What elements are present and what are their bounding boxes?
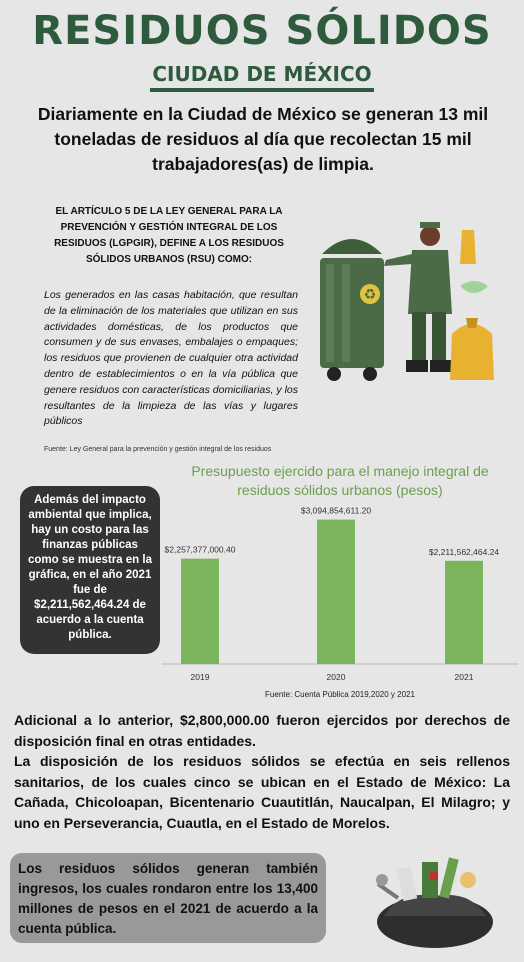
bar-2019 bbox=[181, 559, 219, 664]
subtitle-text: CIUDAD DE MÉXICO bbox=[150, 62, 373, 92]
value-label-2020: $3,094,854,611.20 bbox=[300, 505, 372, 516]
tick-label-2020: 2020 bbox=[326, 672, 346, 682]
additional-cost-paragraph: Adicional a lo anterior, $2,800,000.00 fueron ejercidos por derechos de disposición final en otras entidades. bbox=[14, 712, 510, 749]
chart-source: Fuente: Cuenta Pública 2019,2020 y 2021 bbox=[265, 690, 415, 699]
landfills-paragraph: La disposición de los residuos sólidos se efectúa en seis rellenos sanitarios, de los cuales cinco se ubican en el Estado de México: La Cañada, Chicoloapan, Bicentenario Cuautitlán, Naucalpan, El Milagro; y uno en Perseverancia, Cuautla, en el Estado de Morelos. bbox=[14, 753, 510, 831]
value-label-2019: $2,257,377,000.40 bbox=[164, 544, 236, 555]
bar-2021 bbox=[445, 561, 483, 664]
waste-worker-with-bin-icon bbox=[312, 214, 502, 384]
page-subtitle bbox=[0, 62, 524, 86]
cost-callout: Además del impacto ambiental que implica, hay un costo para las finanzas públicas como se muestra en la gráfica, en el año 2021 fue de $2,211,562,464.24 de acuerdo a la cuenta pública. bbox=[20, 486, 160, 654]
article-heading: EL ARTÍCULO 5 DE LA LEY GENERAL PARA LA PREVENCIÓN Y GESTIÓN INTEGRAL DE LOS RESIDUOS (LGPGIR), DEFINE A LOS RESIDUOS SÓLIDOS URBANOS (RSU) COMO: bbox=[54, 206, 284, 265]
chart-title: Presupuesto ejercido para el manejo integral de residuos sólidos urbanos (pesos) bbox=[191, 463, 489, 498]
trash-bag-with-waste-icon bbox=[370, 850, 500, 950]
budget-bar-chart bbox=[160, 500, 520, 690]
income-callout: Los residuos sólidos generan también ingresos, los cuales rondaron entre los 13,400 millones de pesos en el 2021 de acuerdo a la cuenta pública. bbox=[10, 853, 326, 943]
svg-text:♻: ♻ bbox=[363, 287, 377, 303]
page-title: RESIDUOS SÓLIDOS bbox=[32, 8, 492, 54]
tick-label-2021: 2021 bbox=[454, 672, 474, 682]
bar-2020 bbox=[317, 520, 355, 664]
definition-source: Fuente: Ley General para la prevención y gestión integral de los residuos bbox=[44, 446, 272, 453]
intro-text: Diariamente en la Ciudad de México se generan 13 mil toneladas de residuos al día que recolectan 15 mil trabajadores(as) de limpia. bbox=[37, 104, 489, 174]
value-label-2021: $2,211,562,464.24 bbox=[428, 546, 500, 557]
rsu-definition: Los generados en las casas habitación, que resultan de la eliminación de los materiales que utilizan en sus actividades domésticas, de los productos que consumen y de sus envases, embalajes o empaques; los residuos que provienen de cualquier otra actividad dentro de establecimientos o en la vía pública que genere residuos con características domiciliarias, y los resultantes de la limpieza de las vías y lugares públicos bbox=[44, 289, 298, 428]
tick-label-2019: 2019 bbox=[190, 672, 210, 682]
